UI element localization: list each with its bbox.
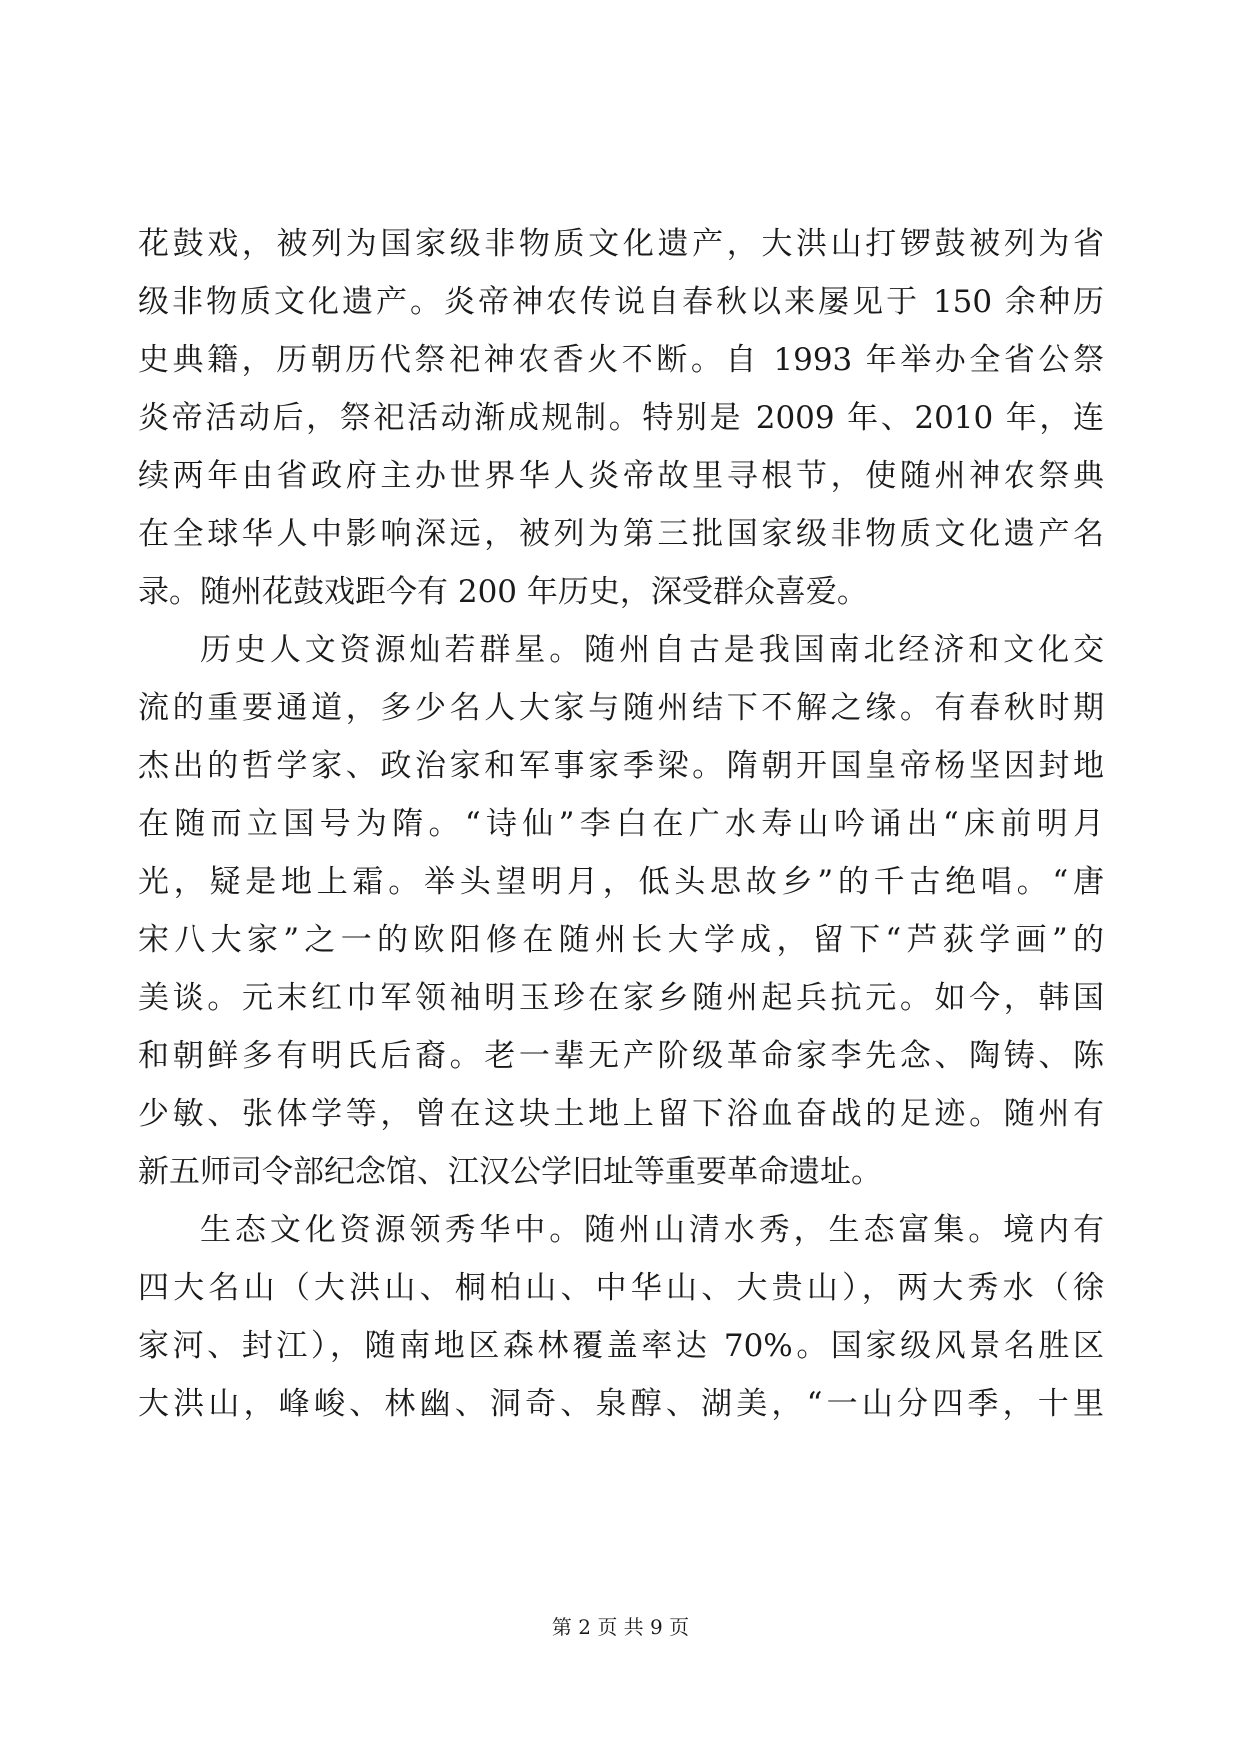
text-line: 录。随州花鼓戏距今有 200 年历史，深受群众喜爱。 xyxy=(138,574,868,610)
text-line: 生态文化资源领秀华中。随州山清水秀，生态富集。境内有 xyxy=(200,1212,1104,1248)
text-line: 和朝鲜多有明氏后裔。老一辈无产阶级革命家李先念、陶铸、陈 xyxy=(138,1038,1104,1074)
text-line: 流的重要通道，多少名人大家与随州结下不解之缘。有春秋时期 xyxy=(138,690,1104,726)
text-line: 少敏、张体学等，曾在这块土地上留下浴血奋战的足迹。随州有 xyxy=(138,1096,1104,1132)
text-line: 花鼓戏，被列为国家级非物质文化遗产，大洪山打锣鼓被列为省 xyxy=(138,226,1104,262)
document-body xyxy=(138,215,1104,1433)
text-line: 宋八大家”之一的欧阳修在随州长大学成，留下“芦荻学画”的 xyxy=(138,922,1104,958)
text-line: 家河、封江），随南地区森林覆盖率达 70%。国家级风景名胜区 xyxy=(138,1328,1104,1364)
text-line: 四大名山（大洪山、桐柏山、中华山、大贵山），两大秀水（徐 xyxy=(138,1270,1104,1306)
paragraph-3 xyxy=(138,1201,1104,1433)
paragraph-2 xyxy=(138,621,1104,1201)
text-line: 历史人文资源灿若群星。随州自古是我国南北经济和文化交 xyxy=(200,632,1104,668)
text-line: 续两年由省政府主办世界华人炎帝故里寻根节，使随州神农祭典 xyxy=(138,458,1104,494)
text-line: 新五师司令部纪念馆、江汉公学旧址等重要革命遗址。 xyxy=(138,1154,882,1190)
text-line: 级非物质文化遗产。炎帝神农传说自春秋以来屡见于 150 余种历 xyxy=(138,284,1104,320)
text-line: 大洪山，峰峻、林幽、洞奇、泉醇、湖美，“一山分四季，十里 xyxy=(138,1386,1104,1422)
text-line: 美谈。元末红巾军领袖明玉珍在家乡随州起兵抗元。如今，韩国 xyxy=(138,980,1104,1016)
text-line: 在全球华人中影响深远，被列为第三批国家级非物质文化遗产名 xyxy=(138,516,1104,552)
text-line: 炎帝活动后，祭祀活动渐成规制。特别是 2009 年、2010 年，连 xyxy=(138,400,1104,436)
paragraph-1 xyxy=(138,215,1104,621)
text-line: 在随而立国号为隋。“诗仙”李白在广水寿山吟诵出“床前明月 xyxy=(138,806,1104,842)
text-line: 史典籍，历朝历代祭祀神农香火不断。自 1993 年举办全省公祭 xyxy=(138,342,1104,378)
page-number-footer: 第 2 页 共 9 页 xyxy=(551,1615,690,1639)
text-line: 杰出的哲学家、政治家和军事家季梁。隋朝开国皇帝杨坚因封地 xyxy=(138,748,1104,784)
text-line: 光，疑是地上霜。举头望明月，低头思故乡”的千古绝唱。“唐 xyxy=(138,864,1104,900)
